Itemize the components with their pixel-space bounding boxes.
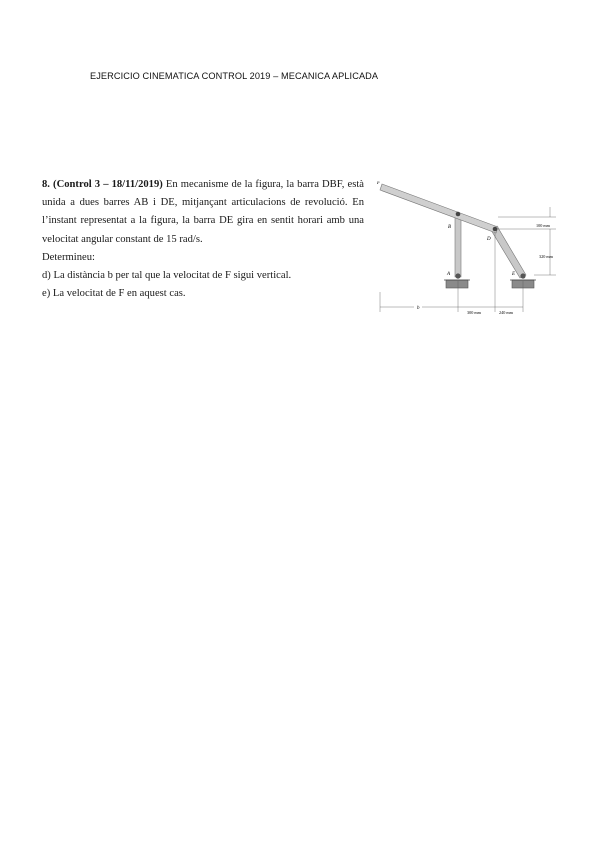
question-d: d) La distància b per tal que la velocitat de F sigui vertical. bbox=[42, 270, 292, 282]
label-f: F bbox=[377, 181, 381, 186]
ground-support-a bbox=[444, 280, 470, 288]
dim-300mm: 300 mm bbox=[467, 310, 481, 315]
pin-a bbox=[455, 273, 460, 278]
pin-d bbox=[493, 227, 498, 232]
problem-statement bbox=[42, 176, 364, 303]
pin-b bbox=[456, 212, 461, 217]
bar-ab bbox=[455, 217, 461, 277]
label-b: B bbox=[448, 225, 452, 230]
dim-100mm: 100 mm bbox=[536, 223, 550, 228]
problem-paragraph bbox=[42, 176, 364, 249]
mechanism-figure bbox=[374, 181, 574, 321]
determine-label: Determineu: bbox=[42, 251, 95, 263]
label-a: A bbox=[447, 272, 451, 277]
dim-320mm: 320 mm bbox=[539, 254, 553, 259]
problem-number: 8. (Control 3 – 18/11/2019) bbox=[42, 179, 163, 190]
dim-b: b bbox=[417, 306, 420, 311]
label-d: D bbox=[487, 237, 491, 242]
label-e: E bbox=[512, 272, 516, 277]
problem-text: En mecanisme de la figura, la barra DBF, està unida a dues barres AB i DE, mitjançant articulacions de revolució. En l’instant representat a la figura, la barra DE gira en sentit horari amb una velocitat angular constant de 15 rad/s. bbox=[42, 179, 364, 245]
bar-dbf bbox=[380, 184, 498, 233]
vertical-dimensions bbox=[498, 207, 556, 275]
dim-240mm: 240 mm bbox=[499, 310, 513, 315]
question-e: e) La velocitat de F en aquest cas. bbox=[42, 288, 186, 300]
page-header: EJERCICIO CINEMATICA CONTROL 2019 – MECANICA APLICADA bbox=[90, 71, 379, 81]
bar-de bbox=[491, 226, 526, 278]
pin-e bbox=[520, 273, 525, 278]
mechanism-diagram bbox=[374, 181, 574, 321]
